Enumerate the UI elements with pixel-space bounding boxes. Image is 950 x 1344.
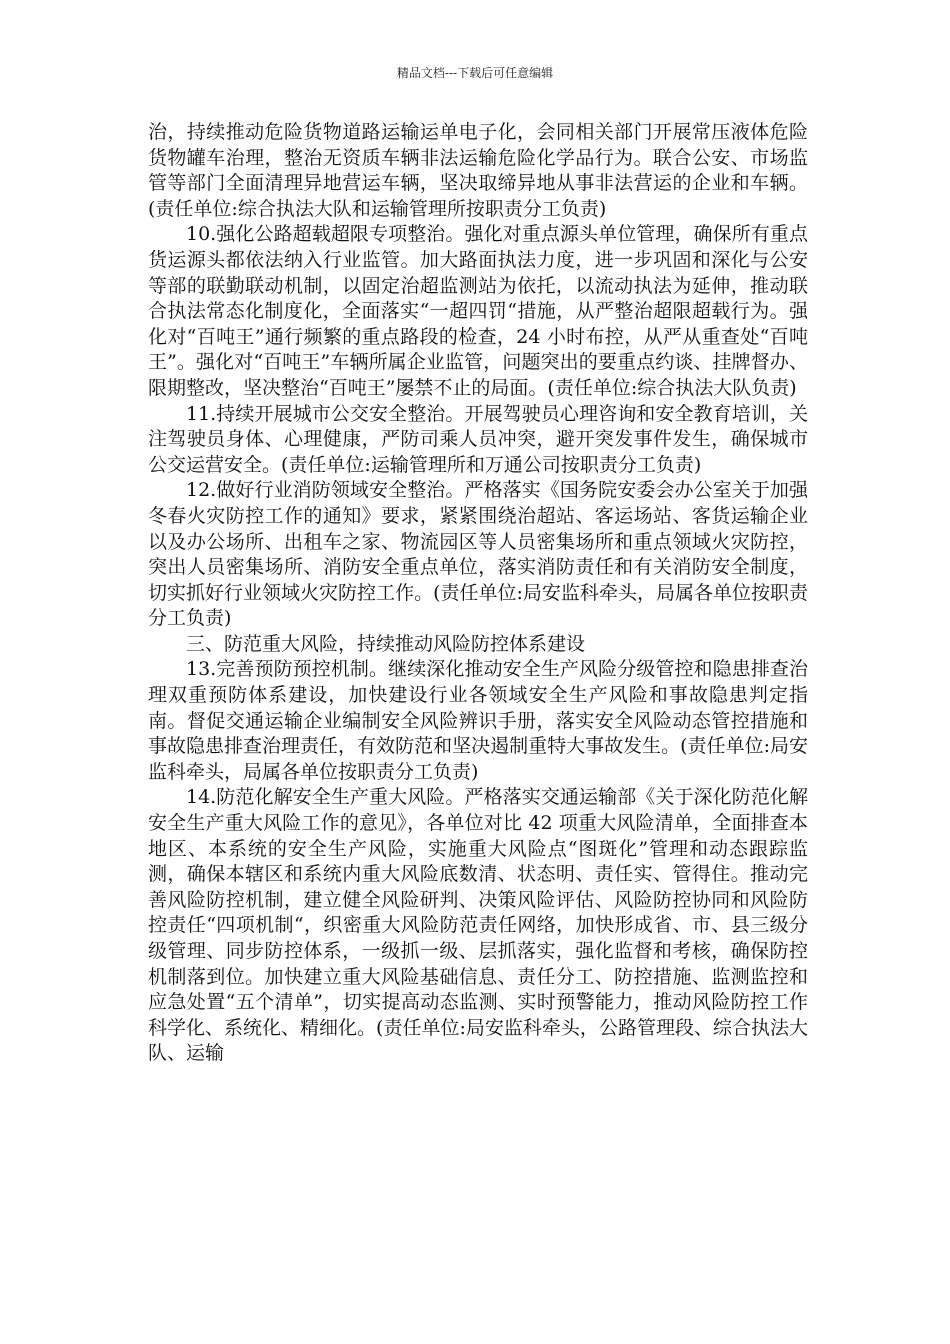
paragraph-item-13: 13.完善预防预控机制。继续深化推动安全生产风险分级管控和隐患排查治理双重预防体系建设，加快建设行业各领域安全生产风险和事故隐患判定指南。督促交通运输企业编制安全风险辨识手册，落实安全风险动态管控措施和事故隐患排查治理责任，有效防范和坚决遏制重特大事故发生。(责任单位:局安监科牵头，局属各单位按职责分工负责) (148, 658, 808, 783)
paragraph-item-12: 12.做好行业消防领域安全整治。严格落实《国务院安委会办公室关于加强冬春火灾防控工作的通知》要求，紧紧围绕治超站、客运场站、客货运输企业以及办公场所、出租车之家、物流园区等人员密集场所和重点领域火灾防控，突出人员密集场所、消防安全重点单位，落实消防责任和有关消防安全制度，切实抓好行业领域火灾防控工作。(责任单位:局安监科牵头，局属各单位按职责分工负责) (148, 479, 808, 630)
paragraph-continuation: 治，持续推动危险货物道路运输运单电子化，会同相关部门开展常压液体危险货物罐车治理，整治无资质车辆非法运输危险化学品行为。联合公安、市场监管等部门全面清理异地营运车辆，坚决取缔异地从事非法营运的企业和车辆。(责任单位:综合执法大队和运输管理所按职责分工负责) (148, 121, 808, 220)
paragraph-item-11: 11.持续开展城市公交安全整治。开展驾驶员心理咨询和安全教育培训，关注驾驶员身体、心理健康，严防司乘人员冲突，避开突发事件发生，确保城市公交运营安全。(责任单位:运输管理所和万通公司按职责分工负责) (148, 402, 808, 476)
document-body (148, 120, 808, 1067)
paragraph-item-10: 10.强化公路超载超限专项整治。强化对重点源头单位管理，确保所有重点货运源头都依法纳入行业监管。加大路面执法力度，进一步巩固和深化与公安等部的联勤联动机制，以固定治超监测站为依托，以流动执法为延伸，推动联合执法常态化制度化，全面落实“一超四罚“措施，从严整治超限超载行为。强化对“百吨王”通行频繁的重点路段的检查，24 小时布控，从严从重查处“百吨王”。强化对“百吨王”车辆所属企业监管，问题突出的要重点约谈、挂牌督办、限期整改，坚决整治“百吨王”屡禁不止的局面。(责任单位:综合执法大队负责) (148, 223, 808, 399)
paragraph-item-14: 14.防范化解安全生产重大风险。严格落实交通运输部《关于深化防范化解安全生产重大风险工作的意见》，各单位对比 42 项重大风险清单，全面排查本地区、本系统的安全生产风险，实施重大风险点“图斑化”管理和动态跟踪监测，确保本辖区和系统内重大风险底数清、状态明、责任实、管得住。推动完善风险防控机制，建立健全风险研判、决策风险评估、风险防控协同和风险防控责任“四项机制“，织密重大风险防范责任网络，加快形成省、市、县三级分级管理、同步防控体系，一级抓一级、层抓落实，强化监督和考核，确保防控机制落到位。加快建立重大风险基础信息、责任分工、防控措施、监测监控和应急处置“五个清单”，切实提高动态监测、实时预警能力，推动风险防控工作科学化、系统化、精细化。(责任单位:局安监科牵头，公路管理段、综合执法大队、运输 (148, 786, 808, 1065)
page-header: 精品文档---下载后可任意编辑 (396, 66, 554, 80)
section-heading-3: 三、防范重大风险，持续推动风险防控体系建设 (186, 632, 586, 655)
